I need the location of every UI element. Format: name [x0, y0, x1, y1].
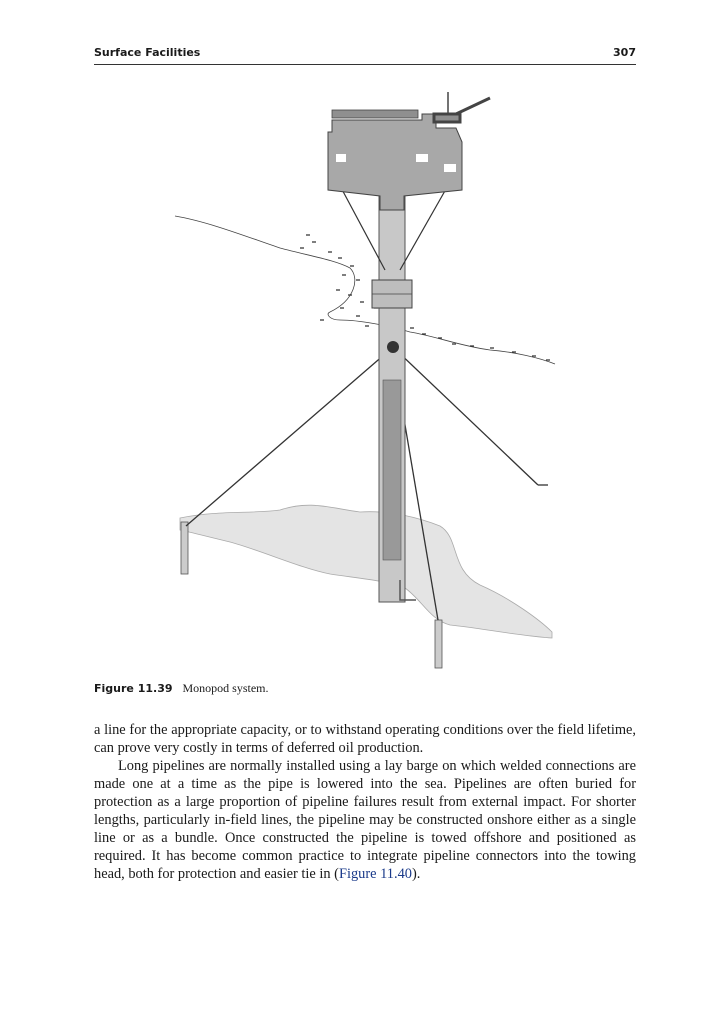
- figure-caption: [94, 681, 269, 696]
- figure-reference-link[interactable]: Figure 11.40: [338, 866, 412, 882]
- anchor-pile-right: [435, 620, 442, 668]
- seabed: [180, 505, 552, 638]
- paragraph-2-text: Long pipelines are normally installed using a lay barge on which welded connections are made one at a time as the pipe is lowered into the sea. Pipelines are often buried for protection as a large proportion of pipeline failures result from external impact. For shorter lengths, particularly in-field lines, the pipeline may be constructed onshore either as a single line or as a bundle. Once constructed the pipeline is towed offshore and positioned as required. It has become common practice to integrate pipeline connectors into the towing head, both for protection and easier tie in (: [94, 758, 636, 882]
- page-number: 307: [613, 46, 636, 59]
- wire-node: [387, 341, 399, 353]
- paragraph-1: a line for the appropriate capacity, or to withstand operating conditions over the field lifetime, can prove very costly in terms of deferred oil production.: [94, 722, 636, 756]
- sea-surface-line: [175, 216, 555, 364]
- helideck: [332, 110, 418, 118]
- running-header: [94, 46, 636, 65]
- figure-label: Figure 11.39: [94, 682, 173, 695]
- section-title: Surface Facilities: [94, 46, 201, 59]
- figure-caption-text: Monopod system.: [182, 681, 269, 695]
- anchor-pile-left: [181, 522, 188, 574]
- crane: [434, 98, 490, 122]
- water-marks: [300, 235, 550, 360]
- monopod-illustration: [160, 80, 580, 675]
- paragraph-2: [94, 757, 636, 883]
- body-text: [94, 721, 636, 883]
- paragraph-2-end: ).: [411, 866, 421, 882]
